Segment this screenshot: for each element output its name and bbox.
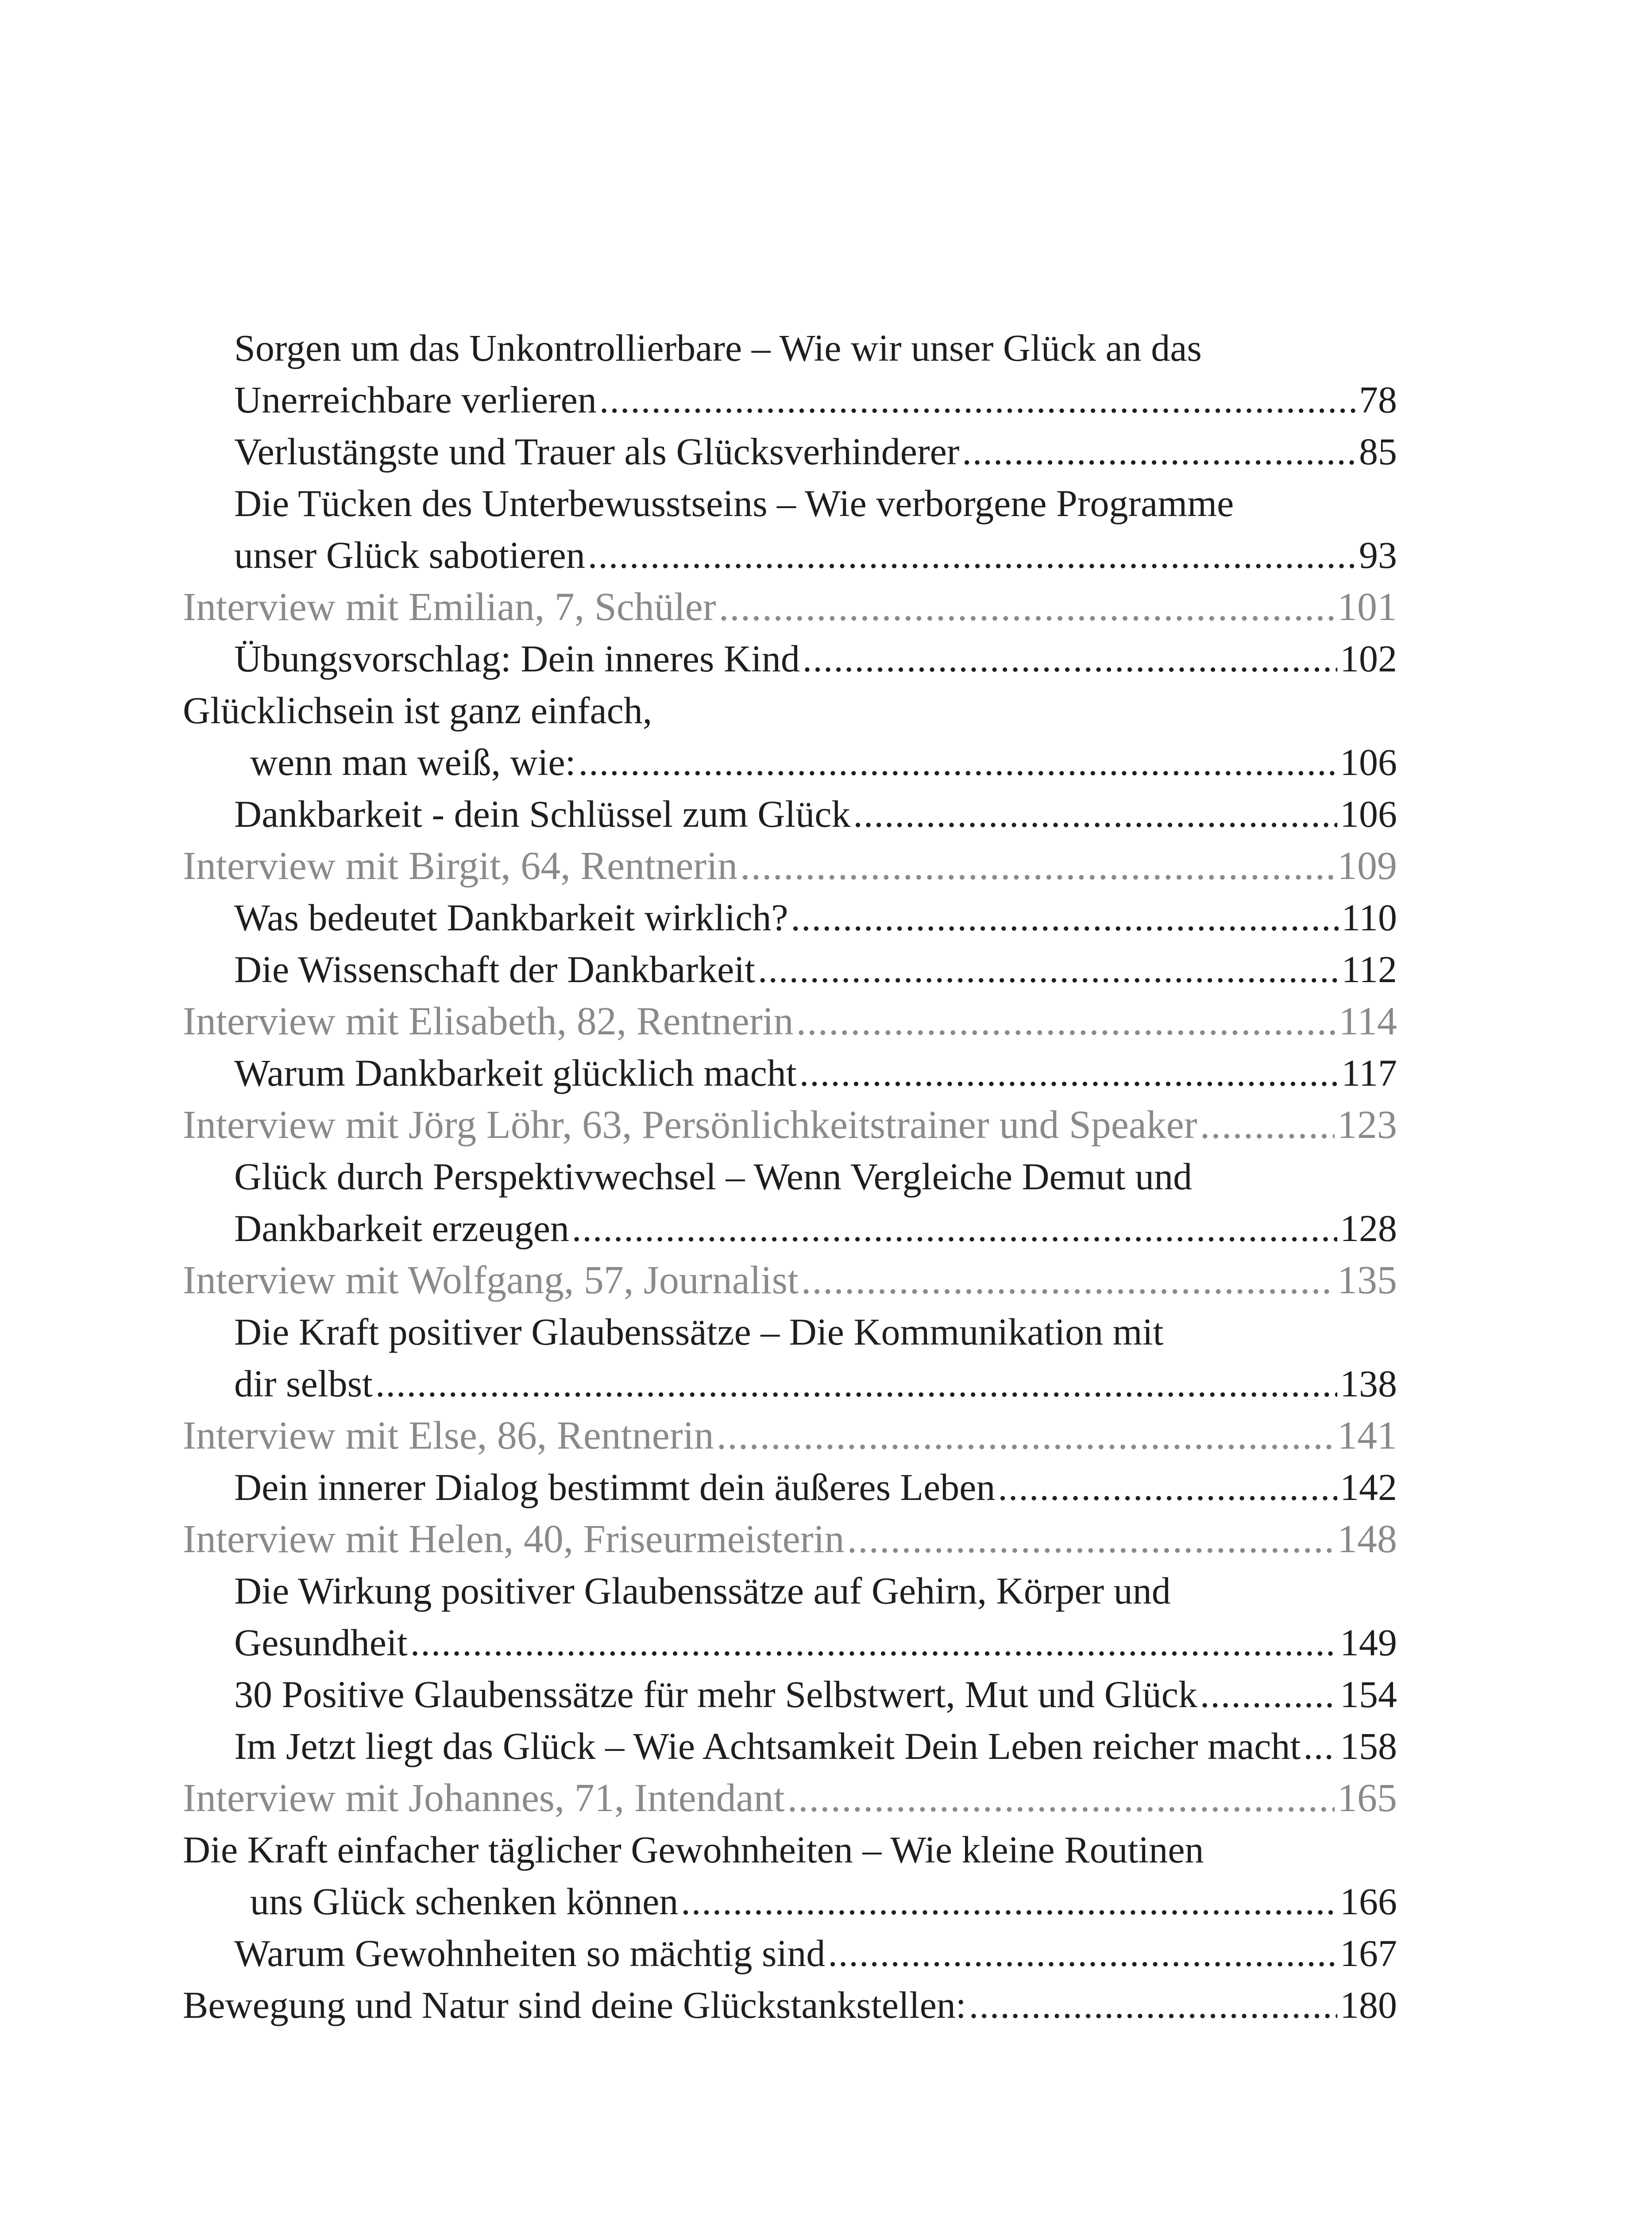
toc-entry (183, 1151, 1397, 1203)
toc-entry-title: Was bedeutet Dankbarkeit wirklich? (234, 896, 788, 939)
dot-leader (599, 374, 1356, 426)
dot-leader (847, 1513, 1335, 1565)
toc-entry-title: Glück durch Perspektivwechsel – Wenn Vergleiche Demut und (234, 1155, 1193, 1198)
toc-entry-title: uns Glück schenken können (250, 1880, 679, 1923)
page-number: 167 (1340, 1932, 1397, 1974)
page-number: 106 (1340, 741, 1397, 783)
toc-entry (183, 1461, 1397, 1513)
toc-entry-title: Interview mit Elisabeth, 82, Rentnerin (183, 999, 794, 1043)
toc-entry-title: Warum Gewohnheiten so mächtig sind (234, 1932, 826, 1974)
dot-leader (853, 788, 1337, 840)
toc-entry (183, 1047, 1397, 1099)
toc-entry-title: Glücklichsein ist ganz einfach, (183, 689, 652, 732)
page-number: 149 (1340, 1621, 1397, 1664)
page-number: 128 (1340, 1207, 1397, 1249)
toc-entry (183, 736, 1397, 788)
toc-entry (183, 685, 1397, 736)
page-number: 166 (1340, 1880, 1397, 1923)
page-number: 106 (1340, 793, 1397, 835)
page-number: 154 (1340, 1673, 1397, 1716)
toc-entry (183, 1979, 1397, 2031)
dot-leader (572, 1203, 1337, 1254)
dot-leader (758, 944, 1339, 995)
dot-leader (969, 1979, 1337, 2031)
dot-leader (579, 736, 1337, 788)
toc-entry (183, 322, 1397, 374)
toc-entry-title: Dankbarkeit erzeugen (234, 1207, 569, 1249)
dot-leader (799, 1047, 1339, 1099)
toc-interview-entry (183, 995, 1397, 1047)
dot-leader (998, 1461, 1337, 1513)
dot-leader (740, 840, 1335, 892)
page-number: 117 (1341, 1052, 1397, 1094)
toc-entry-title: Die Wirkung positiver Glaubenssätze auf Gehirn, Körper und (234, 1569, 1171, 1612)
toc-entry (183, 1824, 1397, 1876)
toc-entry (183, 788, 1397, 840)
dot-leader (828, 1928, 1337, 1979)
page-number: 135 (1337, 1258, 1397, 1302)
toc-entry (183, 944, 1397, 995)
toc-entry-title: Interview mit Johannes, 71, Intendant (183, 1776, 785, 1820)
toc-entry-title: 30 Positive Glaubenssätze für mehr Selbstwert, Mut und Glück (234, 1673, 1197, 1716)
dot-leader (588, 529, 1356, 581)
toc-interview-entry (183, 581, 1397, 633)
toc-entry-title: wenn man weiß, wie: (250, 741, 576, 783)
toc-entry-title: Warum Dankbarkeit glücklich macht (234, 1052, 797, 1094)
toc-interview-entry (183, 1772, 1397, 1824)
page-number: 165 (1337, 1776, 1397, 1820)
page-number: 141 (1337, 1414, 1397, 1457)
toc-entry (183, 1928, 1397, 1979)
dot-leader (410, 1617, 1337, 1669)
toc-entry (183, 1617, 1397, 1669)
page-number: 85 (1359, 430, 1397, 473)
page-number: 123 (1337, 1103, 1397, 1147)
toc-interview-entry (183, 840, 1397, 892)
dot-leader (791, 892, 1339, 944)
toc-entry (183, 426, 1397, 478)
toc-entry-title: Unerreichbare verlieren (234, 378, 597, 421)
page-number: 148 (1337, 1517, 1397, 1561)
toc-entry (183, 478, 1397, 529)
toc-entry-title: Im Jetzt liegt das Glück – Wie Achtsamkeit Dein Leben reicher macht (234, 1725, 1301, 1767)
toc-entry (183, 892, 1397, 944)
toc-entry-title: Die Tücken des Unterbewusstseins – Wie verborgene Programme (234, 482, 1234, 524)
toc-interview-entry (183, 1254, 1397, 1306)
toc-interview-entry (183, 1513, 1397, 1565)
toc-entry-title: Dein innerer Dialog bestimmt dein äußeres Leben (234, 1466, 996, 1508)
page-number: 114 (1339, 999, 1397, 1043)
toc-entry-title: Interview mit Else, 86, Rentnerin (183, 1414, 714, 1457)
toc-entry-title: dir selbst (234, 1362, 373, 1405)
toc-entry (183, 1358, 1397, 1410)
toc-entry-title: Interview mit Wolfgang, 57, Journalist (183, 1258, 799, 1302)
toc-entry-title: Dankbarkeit - dein Schlüssel zum Glück (234, 793, 851, 835)
toc-entry-title: Gesundheit (234, 1621, 408, 1664)
toc-entry-title: Interview mit Jörg Löhr, 63, Persönlichkeitstrainer und Speaker (183, 1103, 1197, 1147)
dot-leader (801, 1254, 1335, 1306)
dot-leader (962, 426, 1356, 478)
page-number: 142 (1340, 1466, 1397, 1508)
page-number: 138 (1340, 1362, 1397, 1405)
toc-entry-title: Die Wissenschaft der Dankbarkeit (234, 948, 756, 991)
dot-leader (1303, 1720, 1337, 1772)
toc-entry (183, 1720, 1397, 1772)
toc-entry (183, 633, 1397, 685)
toc-entry-title: Interview mit Birgit, 64, Rentnerin (183, 844, 738, 888)
toc-interview-entry (183, 1099, 1397, 1151)
toc-entry-title: Interview mit Helen, 40, Friseurmeisterin (183, 1517, 845, 1561)
toc-entry (183, 374, 1397, 426)
toc-entry-title: Interview mit Emilian, 7, Schüler (183, 585, 716, 629)
dot-leader (787, 1772, 1335, 1824)
toc-entry (183, 1203, 1397, 1254)
toc-entry-title: Übungsvorschlag: Dein inneres Kind (234, 637, 800, 680)
toc-entry-title: Die Kraft einfacher täglicher Gewohnheiten – Wie kleine Routinen (183, 1828, 1204, 1871)
toc-entry (183, 1669, 1397, 1720)
dot-leader (719, 581, 1335, 633)
toc-entry (183, 1306, 1397, 1358)
toc-entry-title: Sorgen um das Unkontrollierbare – Wie wir unser Glück an das (234, 327, 1202, 369)
table-of-contents (183, 322, 1397, 2031)
dot-leader (803, 633, 1337, 685)
page-number: 180 (1340, 1984, 1397, 2026)
toc-interview-entry (183, 1410, 1397, 1461)
page-number: 93 (1359, 534, 1397, 576)
page-number: 158 (1340, 1725, 1397, 1767)
toc-entry (183, 1565, 1397, 1617)
dot-leader (1200, 1669, 1337, 1720)
page-number: 109 (1337, 844, 1397, 888)
page-number: 102 (1340, 637, 1397, 680)
page-number: 78 (1359, 378, 1397, 421)
toc-entry-title: unser Glück sabotieren (234, 534, 585, 576)
page-number: 110 (1341, 896, 1397, 939)
dot-leader (717, 1410, 1335, 1461)
dot-leader (1200, 1099, 1335, 1151)
page-number: 101 (1337, 585, 1397, 629)
toc-entry-title: Bewegung und Natur sind deine Glückstankstellen: (183, 1984, 966, 2026)
page-number: 112 (1341, 948, 1397, 991)
toc-entry (183, 1876, 1397, 1928)
dot-leader (375, 1358, 1337, 1410)
toc-entry (183, 529, 1397, 581)
dot-leader (681, 1876, 1337, 1928)
dot-leader (796, 995, 1336, 1047)
toc-entry-title: Verlustängste und Trauer als Glücksverhinderer (234, 430, 960, 473)
toc-entry-title: Die Kraft positiver Glaubenssätze – Die Kommunikation mit (234, 1311, 1164, 1353)
